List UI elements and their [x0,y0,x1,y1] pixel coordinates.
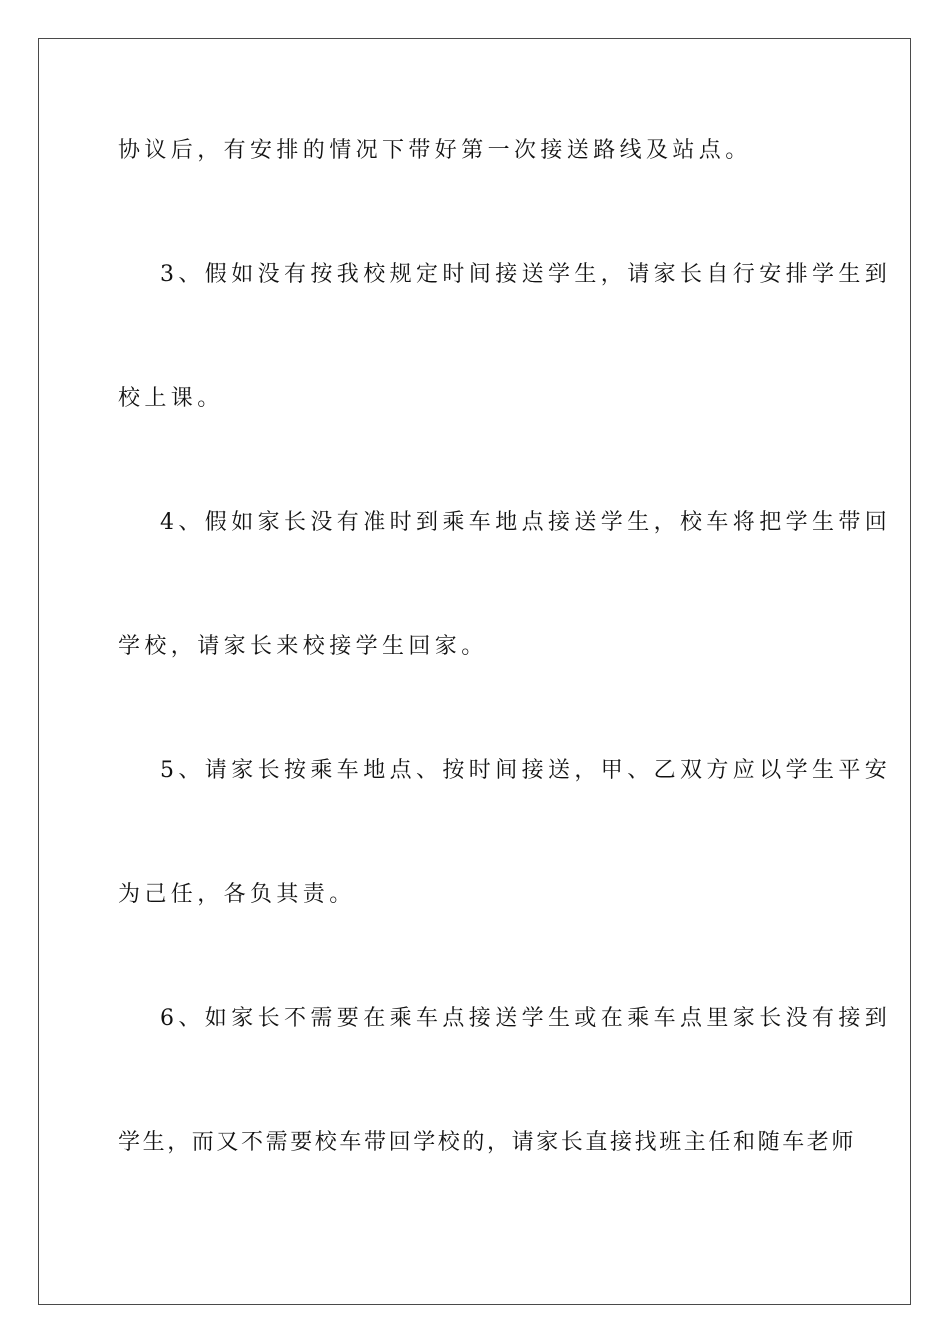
text-line-1: 协议后，有安排的情况下带好第一次接送路线及站点。 [118,138,752,163]
text-line-4: 4、假如家长没有准时到乘车地点接送学生，校车将把学生带回 [160,510,892,535]
page-frame [38,38,911,1305]
text-line-5: 学校，请家长来校接学生回家。 [118,634,488,659]
text-line-2: 3、假如没有按我校规定时间接送学生，请家长自行安排学生到 [160,262,892,287]
text-line-6: 5、请家长按乘车地点、按时间接送，甲、乙双方应以学生平安 [160,758,892,783]
text-line-3: 校上课。 [118,386,224,411]
text-line-9: 学生，而又不需要校车带回学校的，请家长直接找班主任和随车老师 [118,1130,857,1155]
text-line-8: 6、如家长不需要在乘车点接送学生或在乘车点里家长没有接到 [160,1006,892,1031]
text-line-7: 为己任，各负其责。 [118,882,356,907]
